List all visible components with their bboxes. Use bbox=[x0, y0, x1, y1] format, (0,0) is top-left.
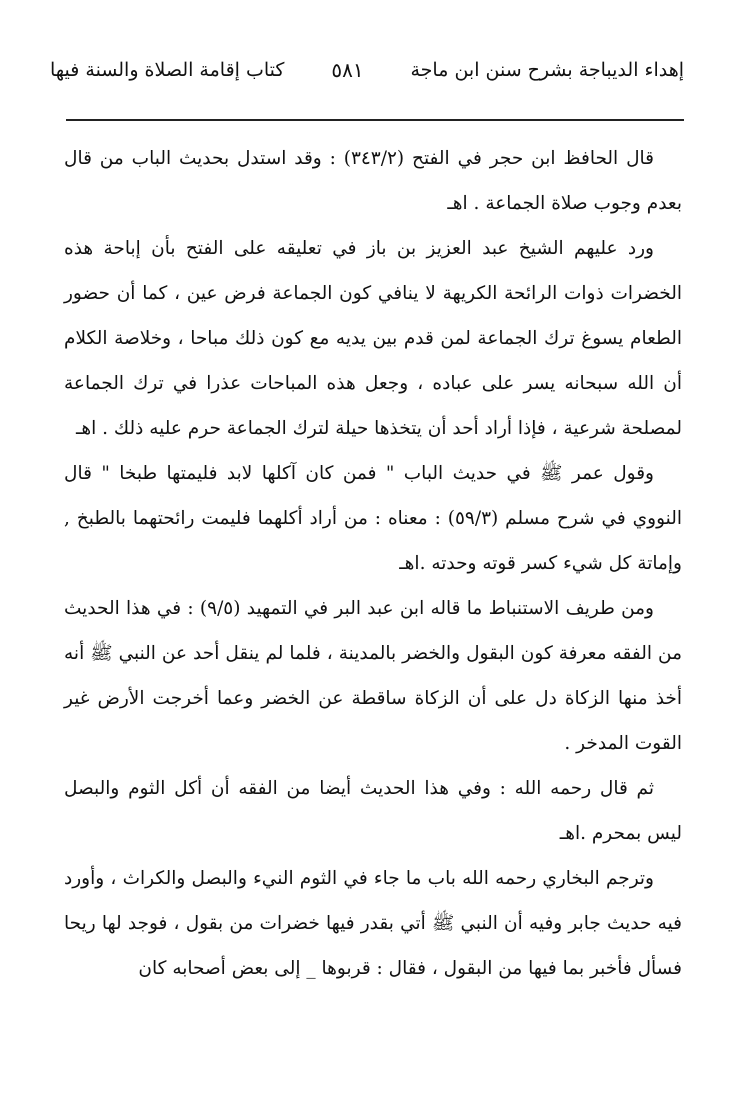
running-header bbox=[50, 52, 684, 88]
paragraph-bukhari: وترجم البخاري رحمه الله باب ما جاء في الثوم النيء والبصل والكراث ، وأورد فيه حديث جابر وفيه أن النبي ﷺ أتي بقدر فيها خضرات من بقول ، فوجد لها ريحا فسأل فأخبر بما فيها من البقول ، فقال : قربوها _ إلى بعض أصحابه كان bbox=[64, 868, 682, 979]
chapter-title: كتاب إقامة الصلاة والسنة فيها bbox=[50, 59, 285, 81]
page-number: ٥٨١ bbox=[331, 58, 364, 82]
paragraph-umar-nawawi: وقول عمر ﷺ في حديث الباب " فمن كان آكلها لابد فليمتها طبخا " قال النووي في شرح مسلم (٥٩/٣) : معناه : من أراد أكلهما فليمت رائحتهما بالطبخ , وإماتة كل شيء كسر قوته وحدته .اهـ bbox=[64, 463, 682, 574]
paragraph-ibn-abd-al-barr: ومن طريف الاستنباط ما قاله ابن عبد البر في التمهيد (٩/٥) : في هذا الحديث من الفقه معرفة كون البقول والخضر بالمدينة ، فلما لم ينقل أحد عن النبي ﷺ أنه أخذ منها الزكاة دل على أن الزكاة ساقطة عن الخضر وعما أخرجت الأرض غير القوت المدخر . bbox=[64, 598, 682, 754]
paragraph-garlic-onion: ثم قال رحمه الله : وفي هذا الحديث أيضا من الفقه أن أكل الثوم والبصل ليس بمحرم .اهـ bbox=[64, 778, 682, 844]
header-divider bbox=[66, 119, 684, 121]
paragraph-ibn-hajar: قال الحافظ ابن حجر في الفتح (٣٤٣/٢) : وقد استدل بحديث الباب من قال بعدم وجوب صلاة الجماعة . اهـ bbox=[64, 148, 682, 214]
paragraph-ibn-baz: ورد عليهم الشيخ عبد العزيز بن باز في تعليقه على الفتح بأن إباحة هذه الخضرات ذوات الرائحة الكريهة لا ينافي كون الجماعة فرض عين ، كما أن حضور الطعام يسوغ ترك الجماعة لمن قدم بين يديه مع كون ذلك مباحا ، وخلاصة الكلام أن الله سبحانه يسر على عباده ، وجعل هذه المباحات عذرا في ترك الجماعة لمصلحة شرعية ، فإذا أراد أحد أن يتخذها حيلة لترك الجماعة حرم عليه ذلك . اهـ bbox=[64, 238, 682, 439]
book-title: إهداء الديباجة بشرح سنن ابن ماجة bbox=[410, 59, 684, 81]
body-text bbox=[64, 136, 682, 991]
